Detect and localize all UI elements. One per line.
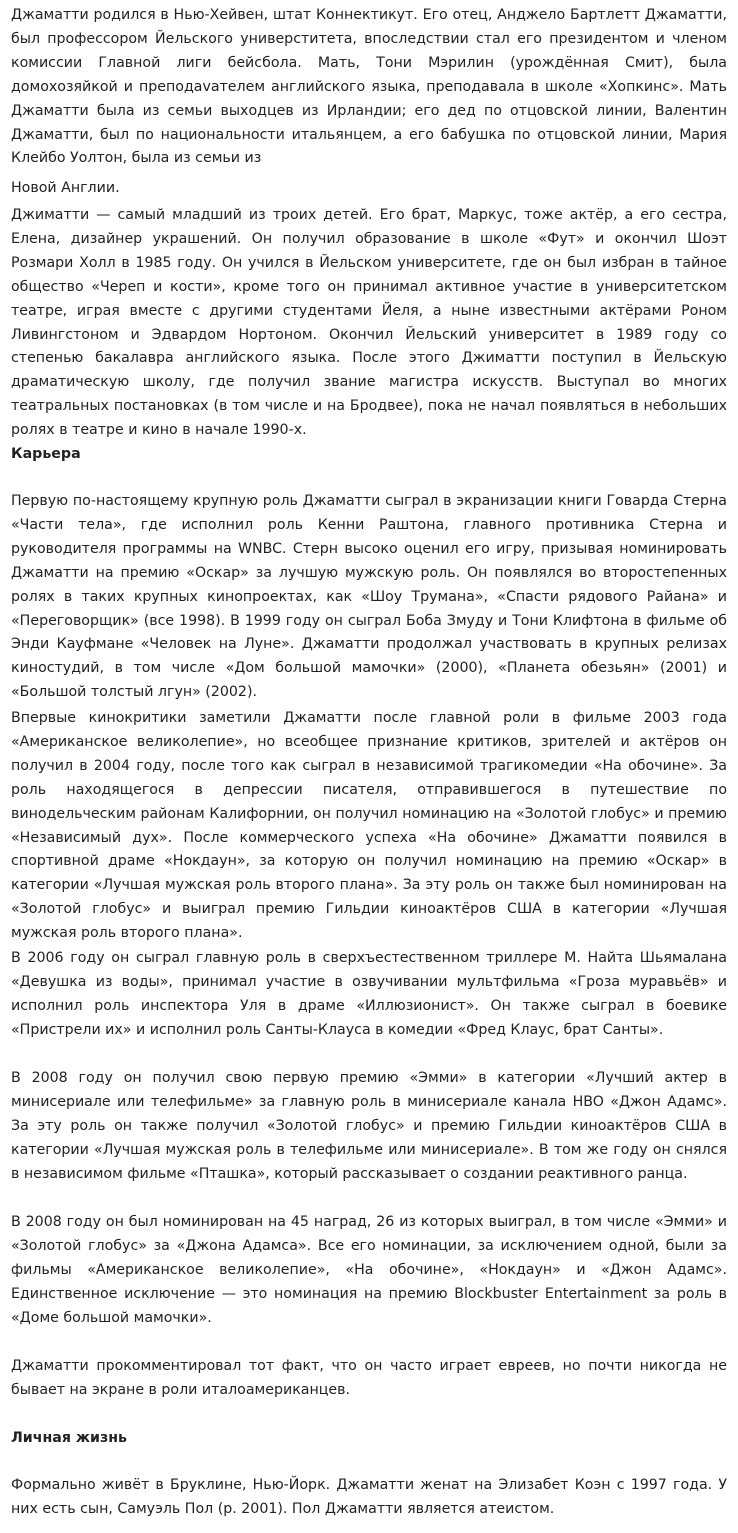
paragraph-career-2008-emmy: В 2008 году он получил свою первую премию «Эмми» в категории «Лучший актер в минисериале или телефильме» за главную роль в минисериале канала HBO «Джон Адамс». За эту роль он также получил «Золотой глобус» и премию Гильдии киноактёров США в категории «Лучшая мужская роль в телефильме или минисериале». В том же году он снялся в независимом фильме «Пташка», который рассказывает о создании реактивного ранца. xyxy=(11,1070,727,1182)
section-heading-career: Карьера xyxy=(11,446,81,462)
paragraph-early-life-text: Джаматти родился в Нью-Хейвен, штат Коннектикут. Его отец, Анджело Бартлетт Джаматти, был профессором Йельского универститета, впоследствии стал его президентом и членом комиссии Главной лиги бейсбола. Мать, Тони Мэрилин (урождённая Смит), была домохозяйкой и преподаvателем английского языка, преподавала в школе «Хопкинс». Мать Джаматти была из семьи выходцев из Ирландии; его дед по отцовской линии, Валентин Джаматти, был по национальности итальянцем, а его бабушка по отцовской линии, Мария Клейбо Уолтон, была из семьи из xyxy=(11,7,727,167)
section-heading-personal-life: Личная жизнь xyxy=(11,1430,127,1446)
paragraph-personal-life: Формально живёт в Бруклине, Нью-Йорк. Джаматти женат на Элизабет Коэн с 1997 года. У них есть сын, Самуэль Пол (р. 2001). Пол Джаматти является атеистом. xyxy=(11,1477,727,1517)
paragraph-career-2008-nominations: В 2008 году он был номинирован на 45 наград, 26 из которых выиграл, в том числе «Эмми» и «Золотой глобус» за «Джона Адамса». Все его номинации, за исключением одной, были за фильмы «Американское великолепие», «На обочине», «Нокдаун» и «Джон Адамс». Единственное исключение — это номинация на премию Blockbuster Entertainment за роль в «Доме большой мамочки». xyxy=(11,1214,727,1326)
paragraph-career-2006: В 2006 году он сыграл главную роль в сверхъестественном триллере М. Найта Шьямалана «Девушка из воды», принимал участие в озвучивании мультфильма «Гроза муравьёв» и исполнил роль инспектора Уля в драме «Иллюзионист». Он также сыграл в боевике «Пристрели их» и исполнил роль Санты-Клауса в комедии «Фред Клаус, брат Санты». xyxy=(11,950,727,1038)
paragraph-early-life xyxy=(11,4,727,201)
paragraph-family-education: Джиматти — самый младший из троих детей. Его брат, Маркус, тоже актёр, а его сестра, Елена, дизайнер украшений. Он получил образование в школе «Фут» и окончил Шоэт Розмари Холл в 1985 году. Он учился в Йельском университете, где он был избран в тайное общество «Череп и кости», кроме того он принимал активное участие в университетском театре, играя вместе с другими студентами Йеля, а ныне известными актёрами Роном Ливингстоном и Эдвардом Нортоном. Окончил Йельский университет в 1989 году со степенью бакалавра английского языка. После этого Джиматти поступил в Йельскую драматическую школу, где получил звание магистра искусств. Выступал во многих театральных постановках (в том числе и на Бродвее), пока не начал появляться в небольших ролях в театре и кино в начале 1990-х. xyxy=(11,207,727,439)
paragraph-career-recognition: Впервые кинокритики заметили Джаматти после главной роли в фильме 2003 года «Американское великолепие», но всеобщее признание критиков, зрителей и актёров он получил в 2004 году, после того как сыграл в независимой трагикомедии «На обочине». За роль находящегося в депрессии писателя, отправившегося в путешествие по винодельческим районам Калифорнии, он получил номинацию на «Золотой глобус» и премию «Независимый дух». После коммерческого успеха «На обочине» Джаматти появился в спортивной драме «Нокдаун», за которую он получил номинацию на премию «Оскар» в категории «Лучшая мужская роль второго плана». За эту роль он также был номинирован на «Золотой глобус» и выиграл премию Гильдии киноактёров США в категории «Лучшая мужская роль второго плана». xyxy=(11,710,727,942)
paragraph-career-first-role: Первую по-настоящему крупную роль Джаматти сыграл в экранизации книги Говарда Стерна «Части тела», где исполнил роль Кенни Раштона, главного противника Стерна и руководителя программы на WNBC. Стерн высоко оценил его игру, призывая номинировать Джаматти на премию «Оскар» за лучшую мужскую роль. Он появлялся во второстепенных ролях в таких крупных кинопроектах, как «Шоу Трумана», «Спасти рядового Райана» и «Переговорщик» (все 1998). В 1999 году он сыграл Боба Змуду и Тони Клифтона в фильме об Энди Кауфмане «Человек на Луне». Джаматти продолжал участвовать в крупных релизах киностудий, в том числе «Дом большой мамочки» (2000), «Планета обезьян» (2001) и «Большой толстый лгун» (2002). xyxy=(11,493,727,701)
paragraph-early-life-last-line: Новой Англии. xyxy=(11,180,120,197)
paragraph-career-comment: Джаматти прокомментировал тот факт, что он часто играет евреев, но почти никогда не бывает на экране в роли италоамериканцев. xyxy=(11,1358,727,1398)
